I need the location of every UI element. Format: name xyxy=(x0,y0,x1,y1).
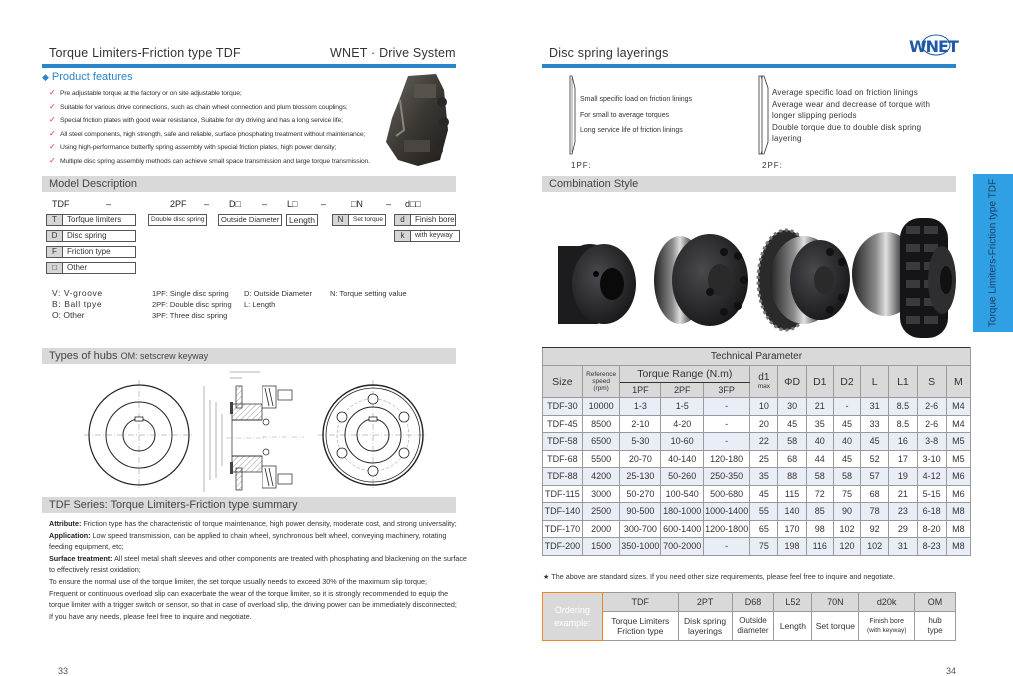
legend-t: T Torfque limiters xyxy=(46,214,136,226)
layering-1pf-label: 1PF: xyxy=(571,161,592,170)
feature-item: ✓ All steel components, high strength, safe and reliable, surface phosphating treatment without maintenance; xyxy=(49,127,370,141)
code-separator: – xyxy=(262,199,268,209)
order-desc-d68: Outside diameter xyxy=(732,612,774,641)
combination-style-images xyxy=(550,200,960,340)
order-code-d68: D68 xyxy=(732,593,774,612)
order-desc-2pt: Disk spring layerings xyxy=(678,612,732,641)
hub-front-view-drawing xyxy=(84,380,194,490)
summary-text xyxy=(49,518,469,622)
check-icon: ✓ xyxy=(49,155,56,165)
col-torque-range: Torque Range (N.m) xyxy=(620,366,750,383)
col-d1: D1 xyxy=(806,366,833,398)
col-s: S xyxy=(917,366,946,398)
abbreviations-torque: N: Torque setting value xyxy=(330,289,407,298)
col-1pf: 1PF xyxy=(620,383,661,398)
col-m: M xyxy=(946,366,970,398)
header-rule xyxy=(42,64,456,68)
tag-outside-diameter: Outside Diameter xyxy=(218,214,282,226)
table-row: TDF-68 5500 20-70 40-140 120-180 25 68 44 45 52 17 3-10 M5 xyxy=(543,450,971,468)
order-code-2pt: 2PT xyxy=(678,593,732,612)
page-number-right: 34 xyxy=(946,666,957,676)
page-title-right: Disc spring layerings xyxy=(549,46,669,60)
table-row: TDF-30 10000 1-3 1-5 - 10 30 21 - 31 8.5 2-6 M4 xyxy=(543,398,971,416)
feature-list xyxy=(49,86,370,168)
summary-surface: Surface treatment: All steel metal shaft sleeves and other components are treated with phosphating and blackening on the surface to effectively resist oxidation; xyxy=(49,553,467,575)
feature-item: ✓ Using high-performance butterfly spring assembly with special friction plates, high power density; xyxy=(49,140,370,154)
col-l: L xyxy=(861,366,889,398)
legend-other: □ Other xyxy=(46,262,136,274)
layering-2pf-label: 2PF: xyxy=(762,161,783,170)
summary-attribute: Attribute: Friction type has the characteristic of torque maintenance, high power density, moderate cost, and strong universality; xyxy=(49,519,457,528)
col-size: Size xyxy=(543,366,583,398)
table-row: TDF-88 4200 25-130 50-260 250-350 35 88 58 58 57 19 4-12 M6 xyxy=(543,468,971,486)
order-desc-70n: Set torque xyxy=(812,612,859,641)
combo-item-3 xyxy=(758,230,850,330)
hub-section-spring-detail xyxy=(262,376,304,498)
col-d2: D2 xyxy=(833,366,860,398)
disc-spring-1pf-icon xyxy=(568,74,578,156)
section-types-of-hubs: Types of hubs OM: setscrew keyway xyxy=(42,348,456,364)
summary-para-1: To ensure the normal use of the torque limiter, the set torque usually needs to exceed 30% of the maximum slip torque; xyxy=(49,576,427,586)
abbreviations-spring: 1PF: Single disc spring 2PF: Double disc spring 3PF: Three disc spring xyxy=(152,289,232,320)
check-icon: ✓ xyxy=(49,128,56,138)
technical-parameter-table xyxy=(542,347,971,556)
hub-section-view-drawing xyxy=(196,368,266,500)
abbreviations-dimensions: D: Outside Diameter L: Length xyxy=(244,289,312,309)
model-code-tdf: TDF xyxy=(52,199,70,209)
abbreviations-hub: V: V-groove B: Ball tpye O: Other xyxy=(52,288,103,320)
check-icon: ✓ xyxy=(49,101,56,111)
ordering-label: Ordering example: xyxy=(543,593,603,641)
wnet-logo: WNET xyxy=(908,33,952,64)
col-reference-speed: Reference speed (rpm) xyxy=(582,366,620,398)
col-l1: L1 xyxy=(889,366,917,398)
model-code-l: L□ xyxy=(287,199,298,209)
layering-1pf-text: Small specific load on friction linings For small to average torques Long service life of friction linings xyxy=(580,96,693,134)
order-code-tdf: TDF xyxy=(602,593,678,612)
combo-item-4 xyxy=(852,218,956,338)
disc-spring-2pf-icon xyxy=(758,74,770,156)
hub-rear-view-drawing xyxy=(318,380,428,490)
code-separator: – xyxy=(321,199,327,209)
model-code-2pf: 2PF xyxy=(170,199,187,209)
feature-item: ✓ Pre adjustable torque at the factory or on site adjustable torque; xyxy=(49,86,370,100)
table-row: TDF-115 3000 50-270 100-540 500-680 45 115 72 75 68 21 5-15 M6 xyxy=(543,485,971,503)
model-code-d-bore: d□□ xyxy=(405,199,421,209)
page-title: Torque Limiters-Friction type TDF xyxy=(49,46,241,60)
code-separator: – xyxy=(204,199,210,209)
order-code-d20k: d20k xyxy=(859,593,915,612)
section-summary: TDF Series: Torque Limiters-Friction type summary xyxy=(42,497,456,513)
col-3fp: 3FP xyxy=(704,383,750,398)
col-2pf: 2PF xyxy=(661,383,704,398)
ordering-example-table xyxy=(542,592,956,641)
model-code-n: □N xyxy=(351,199,363,209)
summary-para-2: Frequent or continuous overload slip can exacerbate the wear of the torque limiter, so it is strongly recommended to equip the torque limiter with a trigger switch or sensor, so that in case of overload slip, the driving power can be immediately disconnected; xyxy=(49,588,457,610)
code-separator: – xyxy=(106,199,112,209)
code-separator: – xyxy=(386,199,392,209)
table-row: TDF-45 8500 2-10 4-20 - 20 45 35 45 33 8.5 2-6 M4 xyxy=(543,415,971,433)
standard-sizes-note: ★ The above are standard sizes. If you need other size requirements, please feel free to inquire and negotiate. xyxy=(543,572,895,581)
features-heading: ◆ Product features xyxy=(42,71,133,83)
check-icon: ✓ xyxy=(49,142,56,152)
diamond-icon: ◆ xyxy=(42,72,49,82)
legend-f: F Friction type xyxy=(46,246,136,258)
order-code-om: OM xyxy=(915,593,956,612)
summary-para-3: If you have any needs, please feel free to inquire and negotiate. xyxy=(49,611,252,621)
page-number-left: 33 xyxy=(58,666,69,676)
feature-item: ✓ Special friction plates with good wear resistance, Suitable for dry driving and has a long service life; xyxy=(49,113,370,127)
legend-d: D Disc spring xyxy=(46,230,136,242)
table-row: TDF-58 6500 5-30 10-60 - 22 58 40 40 45 16 3-8 M5 xyxy=(543,433,971,451)
tag-set-torque: N Set torque xyxy=(332,214,386,226)
table-row: TDF-170 2000 300-700 600-1400 1200-1800 65 170 98 102 92 29 8-20 M8 xyxy=(543,520,971,538)
col-d1-max: d1 max xyxy=(750,366,778,398)
order-code-l52: L52 xyxy=(774,593,812,612)
col-phi-d: ΦD xyxy=(778,366,806,398)
order-desc-om: hub type xyxy=(915,612,956,641)
combo-item-1 xyxy=(558,244,636,324)
order-desc-l52: Length xyxy=(774,612,812,641)
product-cutaway-image xyxy=(378,70,458,170)
summary-application: Application: Low speed transmission, can be applied to chain wheel, synchronous belt wheel, conveying machinery, rotating feeding equipment, etc; xyxy=(49,530,447,552)
table-row: TDF-140 2500 90-500 180-1000 1000-1400 55 140 85 90 78 23 6-18 M8 xyxy=(543,503,971,521)
tag-length: Length xyxy=(286,214,318,226)
header-rule-right xyxy=(542,64,956,68)
order-desc-d20k: Finish bore (with keyway) xyxy=(859,612,915,641)
check-icon: ✓ xyxy=(49,115,56,125)
tag-double-disc-spring: Double disc spring xyxy=(148,214,207,226)
section-model-description: Model Description xyxy=(42,176,456,192)
brand-label: WNET · Drive System xyxy=(330,46,456,60)
order-code-70n: 70N xyxy=(812,593,859,612)
model-code-d: D□ xyxy=(229,199,241,209)
order-desc-tdf: Torque Limiters Friction type xyxy=(602,612,678,641)
section-combination-style: Combination Style xyxy=(542,176,956,192)
tag-finish-bore: d Finish bore xyxy=(394,214,456,226)
layering-2pf-text: Average specific load on friction linings Average wear and decrease of torque with longer slipping periods Double torque due to double disk spring layering xyxy=(772,88,931,143)
side-tab: Torque Limiters-Friction type TDF xyxy=(973,174,1013,332)
table-row: TDF-200 1500 350-1000 700-2000 - 75 198 116 120 102 31 8-23 M8 xyxy=(543,538,971,556)
feature-item: ✓ Suitable for various drive connections, such as chain wheel connection and plum blossom couplings; xyxy=(49,100,370,114)
combo-item-2 xyxy=(654,234,748,326)
check-icon: ✓ xyxy=(49,88,56,97)
feature-item: ✓ Multiple disc spring assembly methods can achieve small space transmission and large torque transmission. xyxy=(49,154,370,168)
tag-with-keyway: k with keyway xyxy=(394,230,460,242)
table-title: Technical Parameter xyxy=(543,348,971,366)
